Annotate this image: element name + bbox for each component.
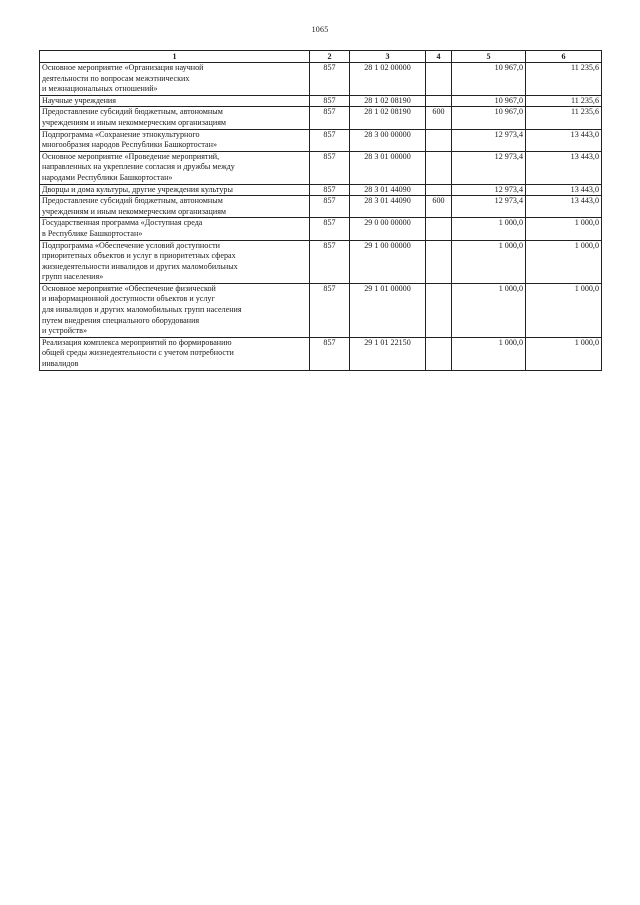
expense-type-cell: 600 xyxy=(426,196,452,218)
item-name-cell xyxy=(40,129,310,151)
table-row xyxy=(40,63,602,96)
table-row xyxy=(40,107,602,129)
item-name-cell xyxy=(40,337,310,370)
budget-code-cell: 857 xyxy=(310,151,350,184)
amount-col-6-cell: 11 235,6 xyxy=(526,63,602,96)
header-col-4: 4 xyxy=(426,51,452,63)
header-col-5: 5 xyxy=(452,51,526,63)
table-row xyxy=(40,196,602,218)
budget-code-cell: 857 xyxy=(310,95,350,107)
table-row xyxy=(40,218,602,240)
amount-col-6-cell: 13 443,0 xyxy=(526,184,602,196)
table-row xyxy=(40,184,602,196)
budget-table xyxy=(39,50,602,371)
budget-code-cell: 857 xyxy=(310,184,350,196)
amount-col-6-cell: 1 000,0 xyxy=(526,218,602,240)
target-article-cell: 29 0 00 00000 xyxy=(350,218,426,240)
amount-col-5-cell: 12 973,4 xyxy=(452,129,526,151)
amount-col-5-cell: 1 000,0 xyxy=(452,240,526,283)
amount-col-5-cell: 10 967,0 xyxy=(452,107,526,129)
target-article-cell: 29 1 01 00000 xyxy=(350,283,426,337)
expense-type-cell xyxy=(426,240,452,283)
expense-type-cell xyxy=(426,95,452,107)
item-name-cell xyxy=(40,184,310,196)
expense-type-cell xyxy=(426,283,452,337)
header-row xyxy=(40,51,602,63)
amount-col-5-cell: 1 000,0 xyxy=(452,218,526,240)
table-row xyxy=(40,240,602,283)
budget-code-cell: 857 xyxy=(310,218,350,240)
item-name-line: Предоставление субсидий бюджетным, автономным xyxy=(42,107,223,117)
item-name-line: учреждениям и иным некоммерческим организациям xyxy=(42,117,227,127)
item-name-line: инвалидов xyxy=(42,359,79,369)
table-row xyxy=(40,129,602,151)
amount-col-5-cell: 12 973,4 xyxy=(452,184,526,196)
item-name-cell xyxy=(40,218,310,240)
item-name-line: Научные учреждения xyxy=(42,95,116,105)
item-name-line: направленных на укрепление согласия и дружбы между xyxy=(42,162,235,172)
item-name-cell xyxy=(40,107,310,129)
page-number: 1065 xyxy=(311,25,329,34)
item-name-cell xyxy=(40,196,310,218)
amount-col-6-cell: 1 000,0 xyxy=(526,337,602,370)
item-name-line: общей среды жизнедеятельности с учетом потребности xyxy=(42,348,234,358)
item-name-line: и информационной доступности объектов и услуг xyxy=(42,294,215,304)
item-name-line: деятельности по вопросам межэтнических xyxy=(42,73,190,83)
target-article-cell: 29 1 00 00000 xyxy=(350,240,426,283)
budget-code-cell: 857 xyxy=(310,283,350,337)
amount-col-6-cell: 13 443,0 xyxy=(526,129,602,151)
amount-col-6-cell: 11 235,6 xyxy=(526,95,602,107)
item-name-line: Государственная программа «Доступная среда xyxy=(42,218,203,228)
item-name-line: жизнедеятельности инвалидов и других маломобильных xyxy=(42,261,238,271)
expense-type-cell xyxy=(426,151,452,184)
amount-col-5-cell: 12 973,4 xyxy=(452,196,526,218)
item-name-line: Реализация комплекса мероприятий по формированию xyxy=(42,337,232,347)
amount-col-5-cell: 12 973,4 xyxy=(452,151,526,184)
target-article-cell: 28 3 01 00000 xyxy=(350,151,426,184)
item-name-line: и устройств» xyxy=(42,326,88,336)
amount-col-6-cell: 13 443,0 xyxy=(526,151,602,184)
item-name-line: в Республике Башкортостан» xyxy=(42,228,143,238)
item-name-line: приоритетных объектов и услуг в приоритетных сферах xyxy=(42,251,236,261)
amount-col-6-cell: 1 000,0 xyxy=(526,283,602,337)
header-col-1: 1 xyxy=(40,51,310,63)
item-name-line: групп населения» xyxy=(42,272,104,282)
item-name-line: Предоставление субсидий бюджетным, автономным xyxy=(42,196,223,206)
expense-type-cell xyxy=(426,63,452,96)
target-article-cell: 28 1 02 08190 xyxy=(350,107,426,129)
item-name-line: учреждениям и иным некоммерческим организациям xyxy=(42,206,227,216)
expense-type-cell xyxy=(426,218,452,240)
item-name-cell xyxy=(40,151,310,184)
budget-code-cell: 857 xyxy=(310,129,350,151)
item-name-cell xyxy=(40,63,310,96)
budget-code-cell: 857 xyxy=(310,196,350,218)
item-name-line: для инвалидов и других маломобильных групп населения xyxy=(42,305,242,315)
table-row xyxy=(40,151,602,184)
header-col-6: 6 xyxy=(526,51,602,63)
item-name-line: Подпрограмма «Обеспечение условий доступности xyxy=(42,240,220,250)
budget-code-cell: 857 xyxy=(310,63,350,96)
amount-col-5-cell: 10 967,0 xyxy=(452,95,526,107)
amount-col-6-cell: 11 235,6 xyxy=(526,107,602,129)
budget-code-cell: 857 xyxy=(310,107,350,129)
header-col-2: 2 xyxy=(310,51,350,63)
item-name-line: Подпрограмма «Сохранение этнокультурного xyxy=(42,129,200,139)
item-name-cell xyxy=(40,95,310,107)
table-body xyxy=(40,63,602,371)
amount-col-5-cell: 1 000,0 xyxy=(452,283,526,337)
target-article-cell: 28 3 00 00000 xyxy=(350,129,426,151)
amount-col-5-cell: 1 000,0 xyxy=(452,337,526,370)
expense-type-cell xyxy=(426,129,452,151)
item-name-line: Основное мероприятие «Обеспечение физической xyxy=(42,283,216,293)
amount-col-6-cell: 13 443,0 xyxy=(526,196,602,218)
item-name-line: народами Республики Башкортостан» xyxy=(42,172,173,182)
budget-code-cell: 857 xyxy=(310,240,350,283)
item-name-line: многообразия народов Республики Башкортостан» xyxy=(42,140,218,150)
target-article-cell: 28 3 01 44090 xyxy=(350,184,426,196)
table-header xyxy=(40,51,602,63)
header-col-3: 3 xyxy=(350,51,426,63)
table-row xyxy=(40,95,602,107)
item-name-cell xyxy=(40,240,310,283)
target-article-cell: 28 1 02 00000 xyxy=(350,63,426,96)
item-name-line: Основное мероприятие «Проведение мероприятий, xyxy=(42,151,220,161)
item-name-line: Основное мероприятие «Организация научной xyxy=(42,63,204,72)
expense-type-cell xyxy=(426,184,452,196)
table-row xyxy=(40,337,602,370)
table-row xyxy=(40,283,602,337)
amount-col-5-cell: 10 967,0 xyxy=(452,63,526,96)
expense-type-cell xyxy=(426,337,452,370)
item-name-line: и межнациональных отношений» xyxy=(42,84,158,94)
item-name-cell xyxy=(40,283,310,337)
target-article-cell: 28 1 02 08190 xyxy=(350,95,426,107)
target-article-cell: 28 3 01 44090 xyxy=(350,196,426,218)
target-article-cell: 29 1 01 22150 xyxy=(350,337,426,370)
amount-col-6-cell: 1 000,0 xyxy=(526,240,602,283)
item-name-line: Дворцы и дома культуры, другие учреждения культуры xyxy=(42,184,233,194)
expense-type-cell: 600 xyxy=(426,107,452,129)
budget-code-cell: 857 xyxy=(310,337,350,370)
item-name-line: путем внедрения специального оборудования xyxy=(42,315,200,325)
